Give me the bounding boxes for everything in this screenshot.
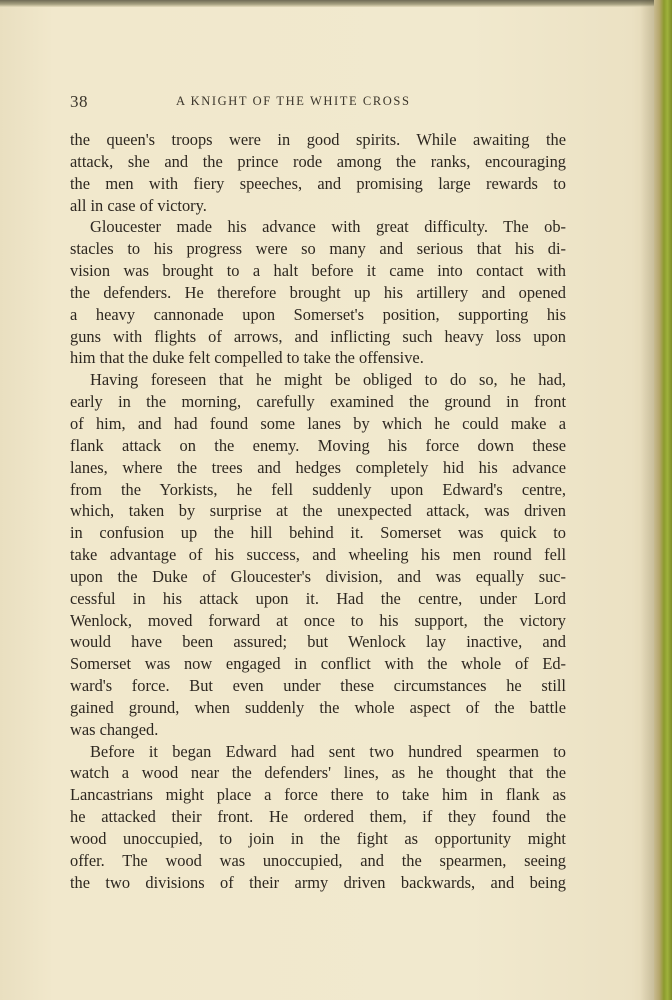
text-line: wood unoccupied, to join in the fight as opportunity might: [70, 829, 566, 848]
book-spine-edge: [654, 0, 672, 1000]
text-line: Wenlock, moved forward at once to his support, the victory: [70, 610, 566, 630]
text-line: all in case of victory.: [70, 195, 207, 215]
text-line: the queen's troops were in good spirits. While awaiting the: [70, 130, 566, 149]
text-line: Lancastrians might place a force there to take him in flank as: [70, 785, 566, 805]
running-header: [70, 92, 566, 114]
text-line: in confusion up the hill behind it. Somerset was quick to: [70, 523, 566, 543]
text-line: flank attack on the enemy. Moving his force down these: [70, 435, 566, 455]
text-line: guns with flights of arrows, and inflicting such heavy loss upon: [70, 326, 566, 346]
binding-shadow: [640, 0, 654, 1000]
text-line: he attacked their front. He ordered them, if they found the: [70, 807, 566, 827]
text-line: early in the morning, carefully examined the ground in front: [70, 392, 566, 412]
text-line: offer. The wood was unoccupied, and the spearmen, seeing: [70, 850, 566, 870]
text-line: the defenders. He therefore brought up his artillery and opened: [70, 282, 566, 302]
page-top-edge: [0, 0, 672, 7]
text-line: Somerset was now engaged in conflict with the whole of Ed-: [70, 654, 566, 674]
text-line: Gloucester made his advance with great difficulty. The ob-: [90, 217, 566, 237]
text-line: a heavy cannonade upon Somerset's position, supporting his: [70, 304, 566, 324]
paragraph: [70, 216, 566, 369]
page-number: 38: [70, 92, 88, 111]
text-line: take advantage of his success, and wheeling his men round fell: [70, 545, 566, 565]
text-line: the two divisions of their army driven backwards, and being: [70, 872, 566, 892]
text-line: attack, she and the prince rode among the ranks, encouraging: [70, 151, 566, 171]
body-text: [70, 129, 566, 894]
text-line: vision was brought to a halt before it came into contact with: [70, 261, 566, 281]
text-line: would have been assured; but Wenlock lay inactive, and: [70, 632, 566, 652]
text-line: upon the Duke of Gloucester's division, and was equally suc-: [70, 566, 566, 586]
text-line: stacles to his progress were so many and serious that his di-: [70, 239, 566, 259]
paragraph: [70, 369, 566, 740]
running-title: A KNIGHT OF THE WHITE CROSS: [176, 94, 411, 108]
text-line: Before it began Edward had sent two hundred spearmen to: [90, 741, 566, 761]
text-line: of him, and had found some lanes by which he could make a: [70, 413, 566, 433]
text-line: Having foreseen that he might be obliged to do so, he had,: [90, 370, 566, 390]
text-line: the men with fiery speeches, and promising large rewards to: [70, 173, 566, 193]
text-line: lanes, where the trees and hedges completely hid his advance: [70, 457, 566, 477]
text-line: gained ground, when suddenly the whole aspect of the battle: [70, 697, 566, 717]
text-line: him that the duke felt compelled to take the offensive.: [70, 348, 424, 368]
text-line: cessful in his attack upon it. Had the centre, under Lord: [70, 588, 566, 608]
text-line: watch a wood near the defenders' lines, as he thought that the: [70, 763, 566, 783]
paragraph: [70, 129, 566, 216]
text-line: ward's force. But even under these circumstances he still: [70, 676, 566, 696]
text-line: was changed.: [70, 719, 159, 739]
text-line: from the Yorkists, he fell suddenly upon Edward's centre,: [70, 479, 566, 499]
text-line: which, taken by surprise at the unexpected attack, was driven: [70, 501, 566, 521]
paragraph: [70, 741, 566, 894]
